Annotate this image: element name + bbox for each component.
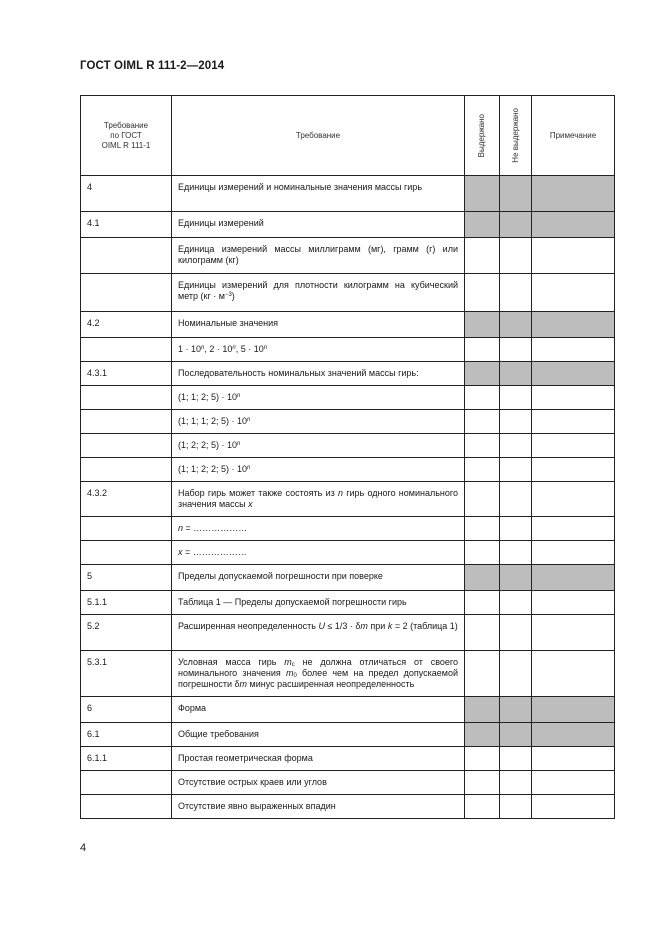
row-number: 4 bbox=[81, 176, 172, 212]
row-text: Таблица 1 — Пределы допускаемой погрешности гирь bbox=[172, 591, 465, 615]
row-number bbox=[81, 517, 172, 541]
table-row bbox=[81, 771, 615, 795]
cell-note bbox=[532, 697, 615, 723]
cell-failed bbox=[500, 565, 532, 591]
cell-failed[interactable] bbox=[500, 386, 532, 410]
cell-failed bbox=[500, 697, 532, 723]
cell-passed[interactable] bbox=[465, 541, 500, 565]
row-number: 6 bbox=[81, 697, 172, 723]
cell-note[interactable] bbox=[532, 386, 615, 410]
cell-passed[interactable] bbox=[465, 434, 500, 458]
table-row bbox=[81, 723, 615, 747]
cell-failed[interactable] bbox=[500, 458, 532, 482]
cell-failed[interactable] bbox=[500, 410, 532, 434]
cell-passed[interactable] bbox=[465, 615, 500, 651]
row-number bbox=[81, 434, 172, 458]
table-row bbox=[81, 434, 615, 458]
table-row bbox=[81, 274, 615, 312]
document-code: ГОСТ OIML R 111-2—2014 bbox=[80, 60, 225, 72]
row-text: Расширенная неопределенность U ≤ 1/3 · δm при k = 2 (таблица 1) bbox=[172, 615, 465, 651]
cell-passed[interactable] bbox=[465, 651, 500, 697]
row-number bbox=[81, 771, 172, 795]
row-text: Общие требования bbox=[172, 723, 465, 747]
row-number bbox=[81, 410, 172, 434]
row-text: Простая геометрическая форма bbox=[172, 747, 465, 771]
table-row bbox=[81, 410, 615, 434]
row-number: 5.3.1 bbox=[81, 651, 172, 697]
cell-passed bbox=[465, 565, 500, 591]
table-row bbox=[81, 212, 615, 238]
table-row bbox=[81, 338, 615, 362]
cell-note[interactable] bbox=[532, 434, 615, 458]
row-text: Набор гирь может также состоять из n гирь одного номинального значения массы x bbox=[172, 482, 465, 517]
cell-note bbox=[532, 723, 615, 747]
cell-passed bbox=[465, 312, 500, 338]
cell-failed bbox=[500, 212, 532, 238]
cell-failed[interactable] bbox=[500, 651, 532, 697]
row-text: Единицы измерений для плотности килограмм на кубический метр $(кг \cdot м^{-3})$ bbox=[172, 274, 465, 312]
cell-note[interactable] bbox=[532, 517, 615, 541]
row-text: (1; 1; 2; $5) \cdot 10^n$ bbox=[172, 386, 465, 410]
cell-failed bbox=[500, 312, 532, 338]
table-row bbox=[81, 565, 615, 591]
row-text: x = ……………… bbox=[172, 541, 465, 565]
row-number: 5.2 bbox=[81, 615, 172, 651]
cell-passed bbox=[465, 362, 500, 386]
table-row bbox=[81, 312, 615, 338]
cell-failed[interactable] bbox=[500, 517, 532, 541]
row-text: Номинальные значения bbox=[172, 312, 465, 338]
row-number bbox=[81, 274, 172, 312]
cell-passed[interactable] bbox=[465, 771, 500, 795]
cell-passed[interactable] bbox=[465, 517, 500, 541]
cell-note[interactable] bbox=[532, 771, 615, 795]
table-row bbox=[81, 591, 615, 615]
col-header-note: Примечание bbox=[532, 96, 615, 176]
cell-failed bbox=[500, 723, 532, 747]
row-text: Единица измерений массы миллиграмм (мг), грамм (г) или килограмм (кг) bbox=[172, 238, 465, 274]
row-number: 5 bbox=[81, 565, 172, 591]
table-row bbox=[81, 697, 615, 723]
row-number bbox=[81, 541, 172, 565]
row-text: Единицы измерений bbox=[172, 212, 465, 238]
cell-passed[interactable] bbox=[465, 386, 500, 410]
row-text: n = ……………… bbox=[172, 517, 465, 541]
cell-note bbox=[532, 565, 615, 591]
cell-failed[interactable] bbox=[500, 591, 532, 615]
row-number: 5.1.1 bbox=[81, 591, 172, 615]
row-number: 4.3.1 bbox=[81, 362, 172, 386]
table-row bbox=[81, 458, 615, 482]
table-row bbox=[81, 238, 615, 274]
row-number: 6.1.1 bbox=[81, 747, 172, 771]
page-number: 4 bbox=[80, 842, 87, 854]
row-number bbox=[81, 458, 172, 482]
row-number: 4.1 bbox=[81, 212, 172, 238]
cell-failed[interactable] bbox=[500, 747, 532, 771]
cell-note[interactable] bbox=[532, 410, 615, 434]
cell-note bbox=[532, 176, 615, 212]
row-text: Последовательность номинальных значений массы гирь: bbox=[172, 362, 465, 386]
row-number bbox=[81, 386, 172, 410]
cell-note bbox=[532, 212, 615, 238]
cell-note bbox=[532, 312, 615, 338]
cell-failed[interactable] bbox=[500, 795, 532, 819]
table-header-row bbox=[81, 96, 615, 176]
row-text: Пределы допускаемой погрешности при поверке bbox=[172, 565, 465, 591]
cell-failed[interactable] bbox=[500, 615, 532, 651]
cell-passed[interactable] bbox=[465, 338, 500, 362]
row-text: Отсутствие острых краев или углов bbox=[172, 771, 465, 795]
row-text: (1; 2; 2; $5) \cdot 10^n$ bbox=[172, 434, 465, 458]
row-number bbox=[81, 338, 172, 362]
cell-passed bbox=[465, 697, 500, 723]
row-number bbox=[81, 238, 172, 274]
row-text: Форма bbox=[172, 697, 465, 723]
cell-passed[interactable] bbox=[465, 410, 500, 434]
cell-failed[interactable] bbox=[500, 238, 532, 274]
cell-passed[interactable] bbox=[465, 238, 500, 274]
col-header-requirement: Требование bbox=[172, 96, 465, 176]
col-header-passed: Выдержано bbox=[465, 96, 500, 176]
cell-failed[interactable] bbox=[500, 338, 532, 362]
row-number: 4.2 bbox=[81, 312, 172, 338]
table-row bbox=[81, 615, 615, 651]
cell-failed[interactable] bbox=[500, 771, 532, 795]
row-number: 6.1 bbox=[81, 723, 172, 747]
cell-note[interactable] bbox=[532, 482, 615, 517]
row-text: $1 \cdot 10^n$, $2 \cdot 10^n$, $5 \cdot 10^n$ bbox=[172, 338, 465, 362]
cell-note[interactable] bbox=[532, 651, 615, 697]
table-row bbox=[81, 517, 615, 541]
cell-note[interactable] bbox=[532, 274, 615, 312]
cell-failed[interactable] bbox=[500, 274, 532, 312]
cell-passed[interactable] bbox=[465, 482, 500, 517]
table-row bbox=[81, 747, 615, 771]
cell-note[interactable] bbox=[532, 541, 615, 565]
cell-failed bbox=[500, 362, 532, 386]
col-header-ref: Требование по ГОСТ OIML R 111-1 bbox=[81, 96, 172, 176]
cell-failed bbox=[500, 176, 532, 212]
cell-passed bbox=[465, 723, 500, 747]
table-row bbox=[81, 795, 615, 819]
row-text: (1; 1; 2; 2; $5) \cdot 10^n$ bbox=[172, 458, 465, 482]
row-text: (1; 1; 1; 2; $5) \cdot 10^n$ bbox=[172, 410, 465, 434]
row-number: 4.3.2 bbox=[81, 482, 172, 517]
cell-note bbox=[532, 362, 615, 386]
cell-passed[interactable] bbox=[465, 591, 500, 615]
cell-note[interactable] bbox=[532, 458, 615, 482]
cell-passed bbox=[465, 212, 500, 238]
row-number bbox=[81, 795, 172, 819]
cell-failed[interactable] bbox=[500, 541, 532, 565]
cell-passed[interactable] bbox=[465, 274, 500, 312]
row-text: Отсутствие явно выраженных впадин bbox=[172, 795, 465, 819]
requirements-table bbox=[80, 95, 615, 819]
table-row bbox=[81, 541, 615, 565]
table-row bbox=[81, 651, 615, 697]
cell-note[interactable] bbox=[532, 591, 615, 615]
cell-note[interactable] bbox=[532, 747, 615, 771]
cell-note[interactable] bbox=[532, 615, 615, 651]
table-row bbox=[81, 386, 615, 410]
table-row bbox=[81, 362, 615, 386]
cell-passed[interactable] bbox=[465, 795, 500, 819]
cell-note[interactable] bbox=[532, 795, 615, 819]
table-row bbox=[81, 176, 615, 212]
cell-note[interactable] bbox=[532, 238, 615, 274]
cell-passed[interactable] bbox=[465, 747, 500, 771]
cell-passed bbox=[465, 176, 500, 212]
cell-failed[interactable] bbox=[500, 434, 532, 458]
cell-failed[interactable] bbox=[500, 482, 532, 517]
row-text: Единицы измерений и номинальные значения массы гирь bbox=[172, 176, 465, 212]
cell-note[interactable] bbox=[532, 338, 615, 362]
row-text: Условная масса гирь $m_c$ не должна отличаться от своего номинального значения $m_0$ более чем на предел допускаемой погрешности δm минус расширенная неопределенность bbox=[172, 651, 465, 697]
cell-passed[interactable] bbox=[465, 458, 500, 482]
col-header-failed: Не выдержано bbox=[500, 96, 532, 176]
table-row bbox=[81, 482, 615, 517]
